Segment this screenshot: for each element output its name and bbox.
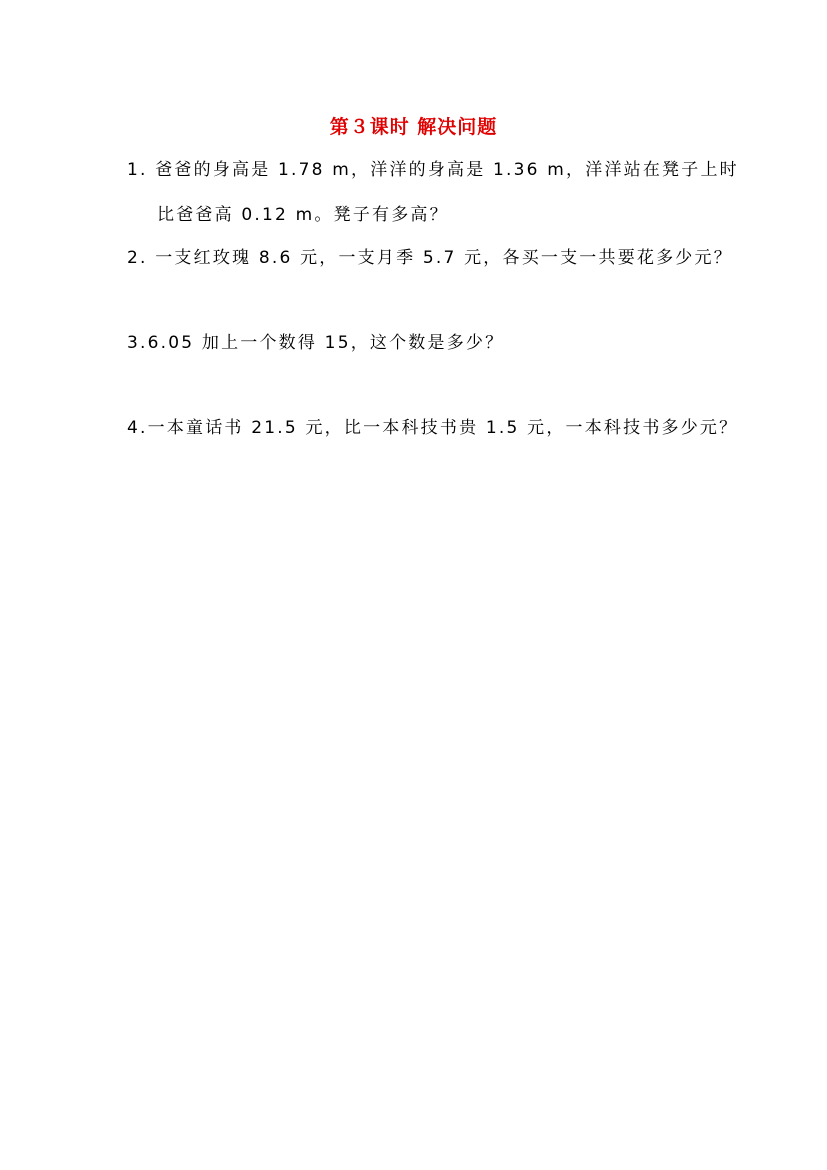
page-title: 第３课时 解决问题 <box>329 116 498 138</box>
problem-4: 4.一本童话书 21.5 元，比一本科技书贵 1.5 元，一本科技书多少元？ <box>127 418 739 438</box>
problem-1-line-2: 比爸爸高 0.12 m。凳子有多高？ <box>157 205 449 225</box>
problem-2: 2. 一支红玫瑰 8.6 元，一支月季 5.7 元，各买一支一共要花多少元？ <box>127 248 733 268</box>
problem-3: 3.6.05 加上一个数得 15，这个数是多少？ <box>127 333 505 353</box>
problem-1-line-1: 1. 爸爸的身高是 1.78 m，洋洋的身高是 1.36 m，洋洋站在凳子上时 <box>127 160 739 180</box>
